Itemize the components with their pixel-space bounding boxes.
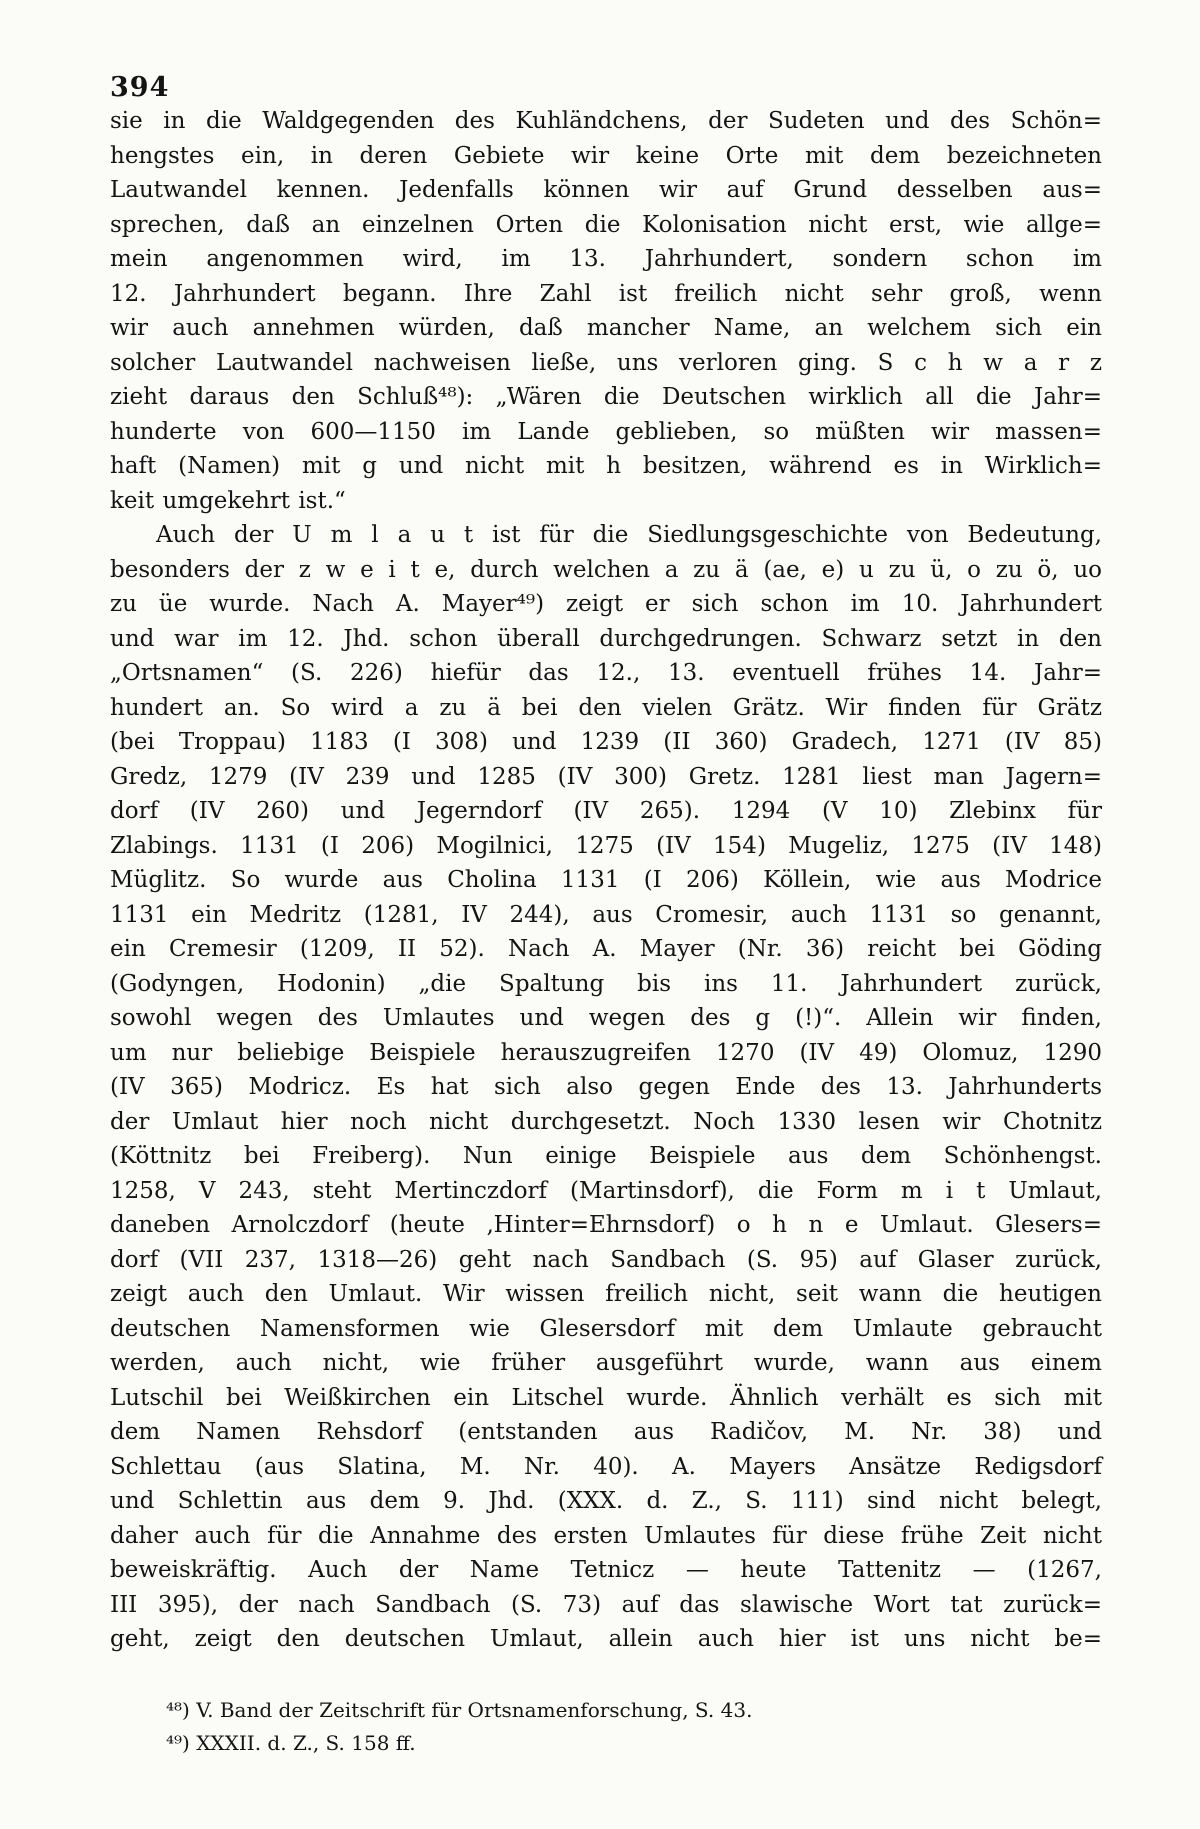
text-line: daher auch für die Annahme des ersten Umlautes für diese frühe Zeit nicht (110, 1522, 1102, 1549)
text-line: beweiskräftig. Auch der Name Tetnicz — heute Tattenitz — (1267, (110, 1557, 1102, 1583)
text-line: ein Cremesir (1209, II 52). Nach A. Mayer (Nr. 36) reicht bei Göding (110, 936, 1102, 962)
text-line: Gredz, 1279 (IV 239 und 1285 (IV 300) Gretz. 1281 liest man Jagern= (110, 763, 1102, 790)
text-line: Lutschil bei Weißkirchen ein Litschel wurde. Ähnlich verhält es sich mit (110, 1384, 1102, 1411)
text-line: solcher Lautwandel nachweisen ließe, uns verloren ging. S c h w a r z (110, 349, 1102, 376)
text-line: 12. Jahrhundert begann. Ihre Zahl ist freilich nicht sehr groß, wenn (110, 280, 1102, 307)
text-line: Müglitz. So wurde aus Cholina 1131 (I 206) Köllein, wie aus Modrice (110, 867, 1102, 893)
text-line: dorf (IV 260) und Jegerndorf (IV 265). 1294 (V 10) Zlebinx für (110, 798, 1102, 824)
text-line: hengstes ein, in deren Gebiete wir keine Orte mit dem bezeichneten (110, 142, 1102, 169)
text-line: Zlabings. 1131 (I 206) Mogilnici, 1275 (IV 154) Mugeliz, 1275 (IV 148) (110, 832, 1102, 859)
text-line: deutschen Namensformen wie Glesersdorf mit dem Umlaute gebraucht (110, 1315, 1102, 1342)
text-line: haft (Namen) mit g und nicht mit h besitzen, während es in Wirklich= (110, 453, 1102, 479)
text-line: um nur beliebige Beispiele herauszugreifen 1270 (IV 49) Olomuz, 1290 (110, 1039, 1102, 1066)
text-line: geht, zeigt den deutschen Umlaut, allein auch hier ist uns nicht be= (110, 1626, 1102, 1652)
paragraph (110, 518, 1102, 1657)
text-line: und war im 12. Jhd. schon überall durchgedrungen. Schwarz setzt in den (110, 625, 1102, 652)
text-line: werden, auch nicht, wie früher ausgeführt wurde, wann aus einem (110, 1350, 1102, 1376)
text-line: zu üe wurde. Nach A. Mayer⁴⁹) zeigt er sich schon im 10. Jahrhundert (110, 591, 1102, 617)
text-line: III 395), der nach Sandbach (S. 73) auf das slawische Wort tat zurück= (110, 1591, 1102, 1618)
text-line: hundert an. So wird a zu ä bei den vielen Grätz. Wir finden für Grätz (110, 694, 1102, 721)
text-line: 1131 ein Medritz (1281, IV 244), aus Cromesir, auch 1131 so genannt, (110, 901, 1102, 928)
text-line: 1258, V 243, steht Mertinczdorf (Martinsdorf), die Form m i t Umlaut, (110, 1177, 1102, 1204)
text-line: Lautwandel kennen. Jedenfalls können wir auf Grund desselben aus= (110, 177, 1102, 203)
text-line: keit umgekehrt ist.“ (110, 487, 346, 514)
text-line: daneben Arnolczdorf (heute ‚Hinter=Ehrnsdorf) o h n e Umlaut. Glesers= (110, 1212, 1102, 1238)
text-line: wir auch annehmen würden, daß mancher Name, an welchem sich ein (110, 315, 1102, 341)
text-line: „Ortsnamen“ (S. 226) hiefür das 12., 13. eventuell frühes 14. Jahr= (110, 660, 1102, 686)
paragraph (110, 104, 1102, 518)
text-block (110, 104, 1102, 1657)
footnote: ⁴⁹) XXXII. d. Z., S. 158 ff. (166, 1731, 416, 1755)
text-line: (Godyngen, Hodonin) „die Spaltung bis ins 11. Jahrhundert zurück, (110, 970, 1102, 997)
text-line: sie in die Waldgegenden des Kuhländchens, der Sudeten und des Schön= (110, 108, 1102, 134)
text-line: (Köttnitz bei Freiberg). Nun einige Beispiele aus dem Schönhengst. (110, 1143, 1102, 1169)
text-line: und Schlettin aus dem 9. Jhd. (XXX. d. Z., S. 111) sind nicht belegt, (110, 1488, 1102, 1514)
text-line: Auch der U m l a u t ist für die Siedlungsgeschichte von Bedeutung, (156, 522, 1102, 548)
text-line: dem Namen Rehsdorf (entstanden aus Radičov, M. Nr. 38) und (110, 1419, 1102, 1445)
text-line: zieht daraus den Schluß⁴⁸): „Wären die Deutschen wirklich all die Jahr= (110, 384, 1102, 410)
footnotes (166, 1694, 1026, 1760)
text-line: zeigt auch den Umlaut. Wir wissen freilich nicht, seit wann die heutigen (110, 1281, 1102, 1307)
text-line: sprechen, daß an einzelnen Orten die Kolonisation nicht erst, wie allge= (110, 211, 1102, 238)
text-line: der Umlaut hier noch nicht durchgesetzt. Noch 1330 lesen wir Chotnitz (110, 1108, 1102, 1135)
text-line: sowohl wegen des Umlautes und wegen des g (!)“. Allein wir finden, (110, 1005, 1102, 1031)
footnote: ⁴⁸) V. Band der Zeitschrift für Ortsnamenforschung, S. 43. (166, 1698, 753, 1722)
text-line: mein angenommen wird, im 13. Jahrhundert, sondern schon im (110, 246, 1102, 272)
text-line: (bei Troppau) 1183 (I 308) und 1239 (II 360) Gradech, 1271 (IV 85) (110, 729, 1102, 755)
text-line: hunderte von 600—1150 im Lande geblieben, so müßten wir massen= (110, 418, 1102, 445)
text-line: Schlettau (aus Slatina, M. Nr. 40). A. Mayers Ansätze Redigsdorf (110, 1453, 1102, 1480)
text-line: besonders der z w e i t e, durch welchen a zu ä (ae, e) u zu ü, o zu ö, uo (110, 556, 1102, 583)
text-line: dorf (VII 237, 1318—26) geht nach Sandbach (S. 95) auf Glaser zurück, (110, 1246, 1102, 1273)
text-line: (IV 365) Modricz. Es hat sich also gegen Ende des 13. Jahrhunderts (110, 1074, 1102, 1100)
page-number: 394 (110, 72, 170, 103)
